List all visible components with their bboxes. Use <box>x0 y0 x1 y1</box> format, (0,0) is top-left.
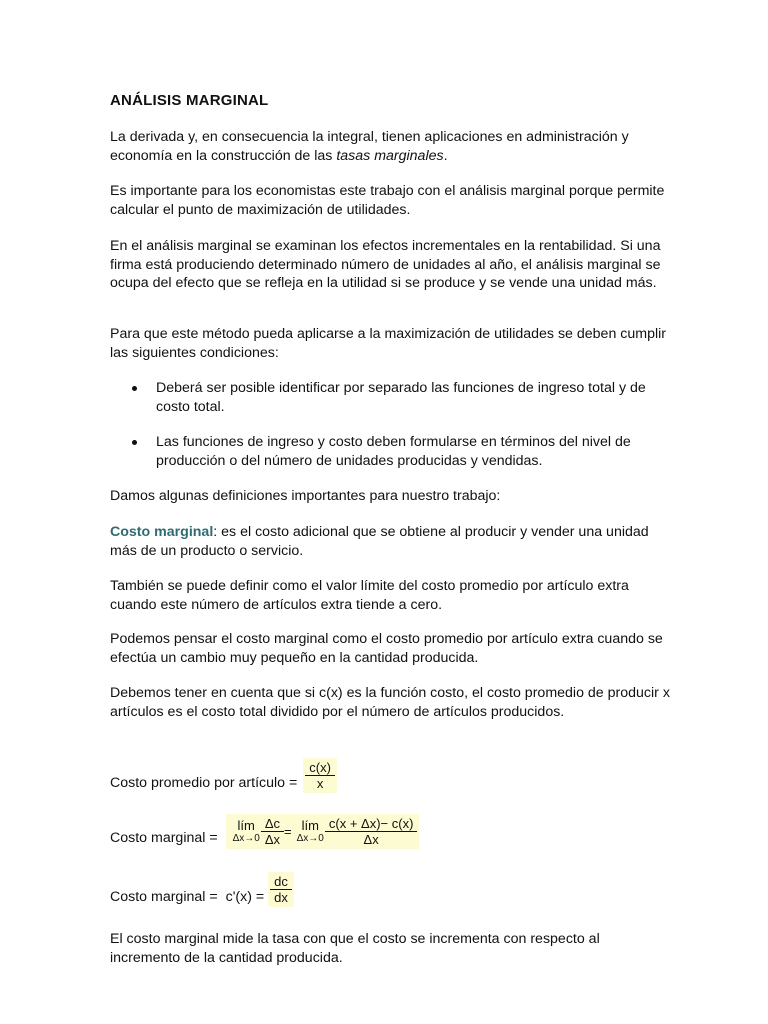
term-costo-marginal: Costo marginal <box>110 524 214 540</box>
limit-subscript: Δx→0 <box>232 833 260 844</box>
conditions-list <box>110 379 670 470</box>
list-item-text: Deberá ser posible identificar por separado las funciones de ingreso total y de costo total. <box>156 380 646 415</box>
paragraph-intro <box>110 128 670 165</box>
fraction-numerator: dc <box>274 874 288 889</box>
paragraph-definitions: Damos algunas definiciones importantes para nuestro trabajo: <box>110 488 501 504</box>
limit-subscript: Δx→0 <box>296 833 324 844</box>
fraction <box>327 816 416 847</box>
fraction-denominator: Δx <box>261 831 284 847</box>
limit-label: lím <box>301 818 319 833</box>
list-item <box>110 433 670 470</box>
fraction <box>263 816 282 847</box>
equals-sign: = <box>284 824 292 839</box>
fraction-numerator: c(x + Δx)− c(x) <box>328 816 414 831</box>
fraction-denominator: Δx <box>325 831 418 847</box>
paragraph-incremental: En el análisis marginal se examinan los efectos incrementales en la rentabilidad. Si una firma está produciendo determinado número de unidades al año, el análisis marginal se ocupa del efecto que se refleja en la utilidad si se produce y se vende una unidad más. <box>110 238 661 291</box>
formula-marginal-cost-derivative <box>110 872 294 907</box>
paragraph-rate: El costo marginal mide la tasa con que el costo se incrementa con respecto al incremento de la cantidad producida. <box>110 931 600 966</box>
formula-label: Costo marginal = <box>110 889 222 905</box>
formula-label: Costo promedio por artículo = <box>110 775 302 791</box>
fraction <box>307 760 333 791</box>
paragraph-average: Podemos pensar el costo marginal como el costo promedio por artículo extra cuando se efectúa un cambio muy pequeño en la cantidad producida. <box>110 631 663 666</box>
formula-marginal-cost-limit <box>110 814 419 849</box>
list-item-text: Las funciones de ingreso y costo deben formularse en términos del nivel de producción o del número de unidades producidas y vendidas. <box>156 434 631 469</box>
formula-derivative-label: c'(x) = <box>225 889 265 905</box>
paragraph-intro-text: La derivada y, en consecuencia la integral, tienen aplicaciones en administración y economía en la construcción de las <box>110 129 629 164</box>
fraction <box>272 874 290 905</box>
fraction-denominator: dx <box>270 889 292 905</box>
paragraph-limit: También se puede definir como el valor límite del costo promedio por artículo extra cuando este número de artículos extra tiende a cero. <box>110 578 629 613</box>
paragraph-intro-emphasis: tasas marginales <box>336 147 444 164</box>
bullet-icon <box>132 440 137 445</box>
formula-image <box>303 758 337 793</box>
limit-operator <box>297 819 324 844</box>
formula-average-cost <box>110 758 337 793</box>
paragraph-cost-function: Debemos tener en cuenta que si c(x) es la función costo, el costo promedio de producir x artículos es el costo total dividido por el número de artículos producidos. <box>110 685 670 720</box>
paragraph-importance: Es importante para los economistas este trabajo con el análisis marginal porque permite calcular el punto de maximización de utilidades. <box>110 183 665 218</box>
list-item <box>110 379 670 416</box>
paragraph-marginal-cost <box>110 523 670 560</box>
fraction-numerator: Δc <box>264 816 281 831</box>
fraction-denominator: x <box>305 775 335 791</box>
formula-label: Costo marginal = <box>110 830 222 846</box>
limit-operator <box>233 819 260 844</box>
fraction-numerator: c(x) <box>309 760 331 775</box>
paragraph-intro-end: . <box>443 147 448 164</box>
paragraph-conditions: Para que este método pueda aplicarse a la maximización de utilidades se deben cumplir las siguientes condiciones: <box>110 326 667 361</box>
limit-label: lím <box>237 818 255 833</box>
paragraph-marginal-cost-text: : es el costo adicional que se obtiene al producir y vender una unidad más de un producto o servicio. <box>110 524 649 559</box>
bullet-icon <box>132 386 137 391</box>
page-title: ANÁLISIS MARGINAL <box>110 92 269 109</box>
formula-image <box>226 814 420 849</box>
formula-image <box>268 872 294 907</box>
